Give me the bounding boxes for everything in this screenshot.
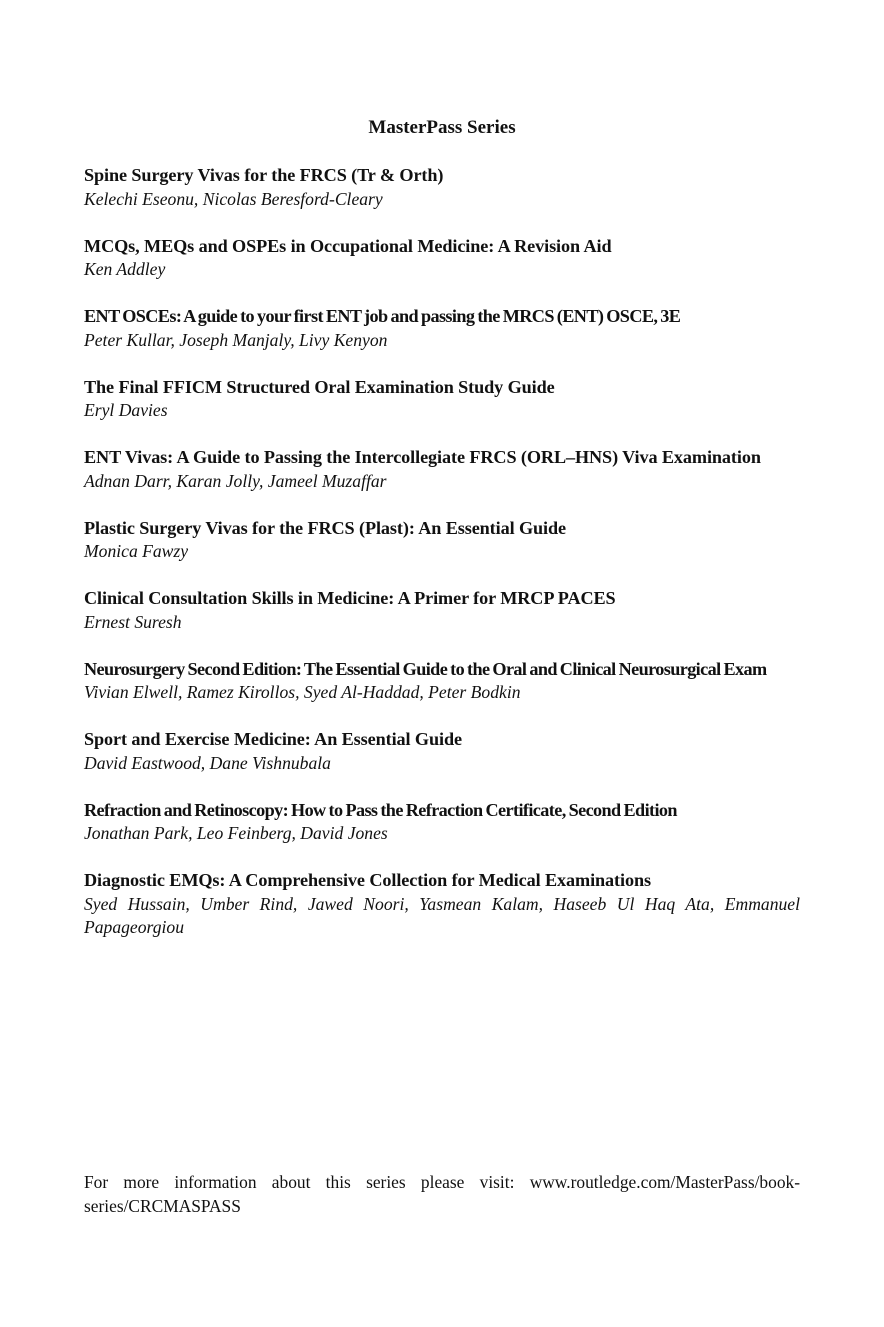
- book-authors: Jonathan Park, Leo Feinberg, David Jones: [84, 823, 388, 843]
- book-entry: [84, 164, 800, 211]
- book-entry: [84, 446, 800, 493]
- book-authors: Peter Kullar, Joseph Manjaly, Livy Kenyon: [84, 329, 388, 350]
- book-entry: [84, 728, 800, 775]
- book-authors: David Eastwood, Dane Vishnubala: [84, 752, 331, 773]
- book-title: MCQs, MEQs and OSPEs in Occupational Medicine: A Revision Aid: [84, 235, 612, 256]
- series-info-footer: For more information about this series please visit: www.routledge.com/MasterPass/book-series/CRCMASPASS: [84, 1172, 800, 1216]
- book-entry: [84, 235, 800, 282]
- book-entry: [84, 658, 800, 705]
- book-authors: Eryl Davies: [84, 400, 168, 420]
- book-title: Refraction and Retinoscopy: How to Pass the Refraction Certificate, Second Edition: [84, 799, 677, 820]
- book-title: Diagnostic EMQs: A Comprehensive Collection for Medical Examinations: [84, 870, 651, 890]
- book-authors: Syed Hussain, Umber Rind, Jawed Noori, Yasmean Kalam, Haseeb Ul Haq Ata, Emmanuel Papageorgiou: [84, 893, 800, 937]
- book-authors: Ernest Suresh: [84, 611, 182, 632]
- book-title: The Final FFICM Structured Oral Examination Study Guide: [84, 376, 555, 397]
- book-authors: Kelechi Eseonu, Nicolas Beresford-Cleary: [84, 188, 383, 209]
- book-entry: [84, 305, 800, 352]
- book-authors: Adnan Darr, Karan Jolly, Jameel Muzaffar: [84, 470, 387, 491]
- book-title: ENT Vivas: A Guide to Passing the Intercollegiate FRCS (ORL–HNS) Viva Examination: [84, 447, 761, 467]
- book-entry: [84, 517, 800, 564]
- book-authors: Vivian Elwell, Ramez Kirollos, Syed Al-Haddad, Peter Bodkin: [84, 682, 521, 702]
- page: [84, 0, 800, 1327]
- book-title: Sport and Exercise Medicine: An Essential Guide: [84, 729, 462, 749]
- book-list: [84, 164, 800, 963]
- book-authors: Ken Addley: [84, 259, 166, 279]
- series-title: MasterPass Series: [368, 117, 516, 138]
- book-title: ENT OSCEs: A guide to your first ENT job and passing the MRCS (ENT) OSCE, 3E: [84, 306, 681, 326]
- book-entry: [84, 376, 800, 423]
- book-title: Spine Surgery Vivas for the FRCS (Tr & Orth): [84, 165, 444, 185]
- book-entry: [84, 799, 800, 846]
- book-authors: Monica Fawzy: [84, 541, 189, 561]
- book-title: Plastic Surgery Vivas for the FRCS (Plast): An Essential Guide: [84, 517, 566, 538]
- book-entry: [84, 587, 800, 634]
- book-entry: [84, 869, 800, 940]
- book-title: Clinical Consultation Skills in Medicine: A Primer for MRCP PACES: [84, 588, 616, 608]
- book-title: Neurosurgery Second Edition: The Essential Guide to the Oral and Clinical Neurosurgical Exam: [84, 658, 767, 679]
